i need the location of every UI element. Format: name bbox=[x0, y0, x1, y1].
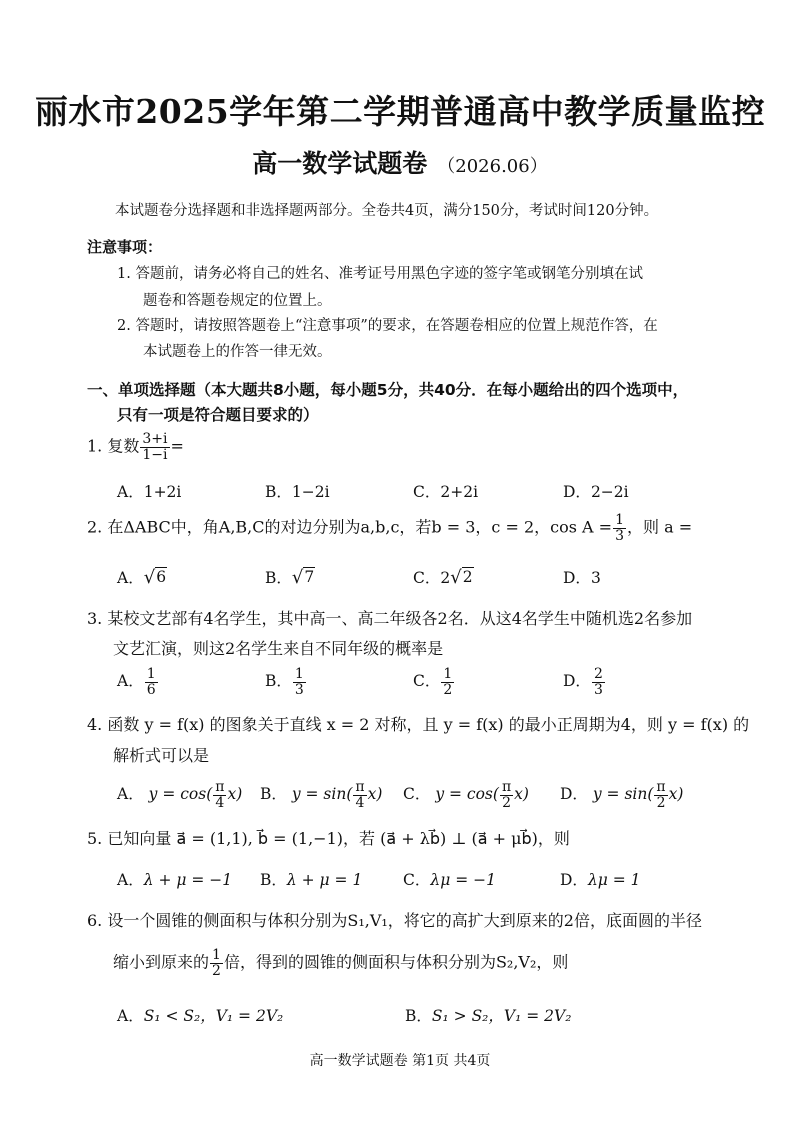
option-function: y = sin( bbox=[291, 785, 353, 804]
question-text: 某校文艺部有4名学生，其中高一、高二年级各2名．从这4名学生中随机选2名参加 bbox=[107, 609, 693, 628]
option-label: D． bbox=[563, 569, 591, 587]
option-label: D． bbox=[563, 483, 591, 501]
page-footer: 高一数学试题卷 第1页 共4页 bbox=[309, 1053, 491, 1069]
fraction bbox=[145, 667, 158, 697]
option-function: y = sin( bbox=[592, 785, 654, 804]
option-label: A． bbox=[117, 785, 144, 804]
question-3-option-b[interactable] bbox=[265, 667, 307, 697]
option-coefficient: 2 bbox=[440, 569, 451, 587]
question-6-stem-line-2 bbox=[113, 948, 568, 978]
option-label: C． bbox=[413, 483, 441, 501]
question-text: 已知向量 a⃗ = (1,1), b⃗ = (1,−1)，若 (a⃗ + λb⃗) ⊥ (a⃗ + μb⃗)，则 bbox=[107, 829, 570, 848]
option-text: 2−2i bbox=[590, 483, 629, 501]
fraction-denominator: 4 bbox=[215, 794, 225, 811]
sqrt-expression: √ 2 bbox=[450, 567, 473, 588]
option-label: C． bbox=[403, 871, 431, 889]
option-function: y = cos( bbox=[435, 785, 499, 804]
option-text: 2+2i bbox=[440, 483, 479, 501]
option-label: B． bbox=[265, 672, 292, 691]
fraction bbox=[293, 667, 306, 697]
fraction-numerator: 3+i bbox=[142, 431, 168, 447]
question-text: 复数 bbox=[107, 436, 140, 456]
fraction bbox=[592, 667, 605, 697]
option-text: S₁ < S₂，V₁ = 2V₂ bbox=[143, 1007, 284, 1025]
option-function: y = cos( bbox=[148, 785, 213, 804]
question-5-stem bbox=[87, 826, 570, 849]
question-1-stem bbox=[87, 432, 184, 462]
fraction-numerator: π bbox=[355, 779, 365, 795]
option-label: C． bbox=[413, 569, 441, 587]
option-text: 7 bbox=[304, 568, 315, 586]
exam-subtitle bbox=[0, 144, 800, 180]
fraction bbox=[613, 513, 626, 543]
option-label: B． bbox=[260, 871, 287, 889]
option-text: λ + μ = 1 bbox=[286, 871, 363, 889]
fraction-denominator: 2 bbox=[502, 794, 511, 811]
note-text: 答题时，请按照答题卷上“注意事项”的要求，在答题卷相应的位置上规范作答，在 bbox=[135, 318, 658, 334]
question-text: 倍，得到的圆锥的侧面积与体积分别为S₂,V₂，则 bbox=[223, 952, 569, 972]
option-text: 1−2i bbox=[291, 483, 330, 501]
option-label: D． bbox=[560, 871, 588, 889]
question-3-stem-line-2: 文艺汇演，则这2名学生来自不同年级的概率是 bbox=[113, 639, 444, 658]
option-label: B． bbox=[265, 569, 292, 587]
option-label: B． bbox=[405, 1007, 432, 1025]
section-heading-line-2: 只有一项是符合题目要求的） bbox=[117, 406, 319, 424]
option-label: D． bbox=[560, 785, 588, 804]
question-1-option-a[interactable] bbox=[117, 480, 181, 502]
fraction-numerator: 1 bbox=[212, 947, 221, 963]
fraction-denominator: 2 bbox=[212, 962, 221, 979]
option-label: C． bbox=[403, 785, 431, 804]
option-text: 6 bbox=[156, 568, 167, 586]
fraction bbox=[353, 780, 366, 810]
option-label: A． bbox=[117, 1007, 144, 1025]
note-2-line-1 bbox=[117, 314, 658, 335]
fraction bbox=[140, 432, 169, 462]
question-5-option-d[interactable] bbox=[560, 868, 641, 890]
fraction-denominator: 6 bbox=[146, 681, 156, 698]
question-2-stem bbox=[87, 513, 692, 543]
fraction-denominator: 2 bbox=[443, 681, 453, 698]
fraction bbox=[441, 667, 454, 697]
fraction-numerator: π bbox=[215, 779, 225, 795]
question-5-option-a[interactable] bbox=[117, 868, 232, 890]
fraction-numerator: π bbox=[656, 779, 666, 795]
fraction-denominator: 3 bbox=[615, 527, 624, 544]
option-text: 1+2i bbox=[143, 483, 182, 501]
fraction bbox=[654, 780, 667, 810]
exam-title: 丽水市2025学年第二学期普通高中教学质量监控 bbox=[34, 92, 766, 131]
fraction-denominator: 4 bbox=[355, 794, 365, 811]
question-6-option-a[interactable] bbox=[117, 1004, 283, 1026]
option-function-tail: x) bbox=[514, 785, 529, 804]
question-1-option-c[interactable] bbox=[413, 480, 478, 502]
question-number: 2. bbox=[87, 517, 103, 537]
fraction bbox=[210, 948, 223, 978]
option-label: A． bbox=[117, 483, 144, 501]
fraction-denominator: 2 bbox=[656, 794, 666, 811]
fraction-numerator: 1 bbox=[615, 512, 624, 528]
question-4-option-d[interactable] bbox=[560, 780, 683, 810]
option-text: λμ = −1 bbox=[430, 871, 496, 889]
option-label: A． bbox=[117, 569, 144, 587]
question-2-option-d[interactable] bbox=[563, 566, 601, 588]
question-3-option-c[interactable] bbox=[413, 667, 455, 697]
question-4-option-b[interactable] bbox=[260, 780, 382, 810]
sqrt-expression: √ 6 bbox=[143, 567, 167, 588]
question-text: 缩小到原来的 bbox=[113, 952, 210, 972]
question-1-option-d[interactable] bbox=[563, 480, 629, 502]
question-3-option-a[interactable] bbox=[117, 667, 159, 697]
question-4-stem-line-1 bbox=[87, 712, 749, 735]
question-5-option-b[interactable] bbox=[260, 868, 362, 890]
question-text: 在ΔABC中，角A,B,C的对边分别为a,b,c，若b = 3，c = 2，cos A = bbox=[107, 517, 613, 537]
fraction-numerator: 2 bbox=[593, 666, 603, 682]
question-4-option-a[interactable] bbox=[117, 780, 242, 810]
note-text: 答题前，请务必将自己的姓名、准考证号用黑色字迹的签字笔或钢笔分别填在试 bbox=[135, 266, 643, 282]
sqrt-expression: √ 7 bbox=[291, 567, 315, 588]
question-number: 5. bbox=[87, 829, 103, 848]
option-label: A． bbox=[117, 672, 144, 691]
option-text: 2 bbox=[462, 568, 473, 586]
question-text: 函数 y = f(x) 的图象关于直线 x = 2 对称，且 y = f(x) 的最小正周期为4，则 y = f(x) 的 bbox=[107, 715, 750, 734]
fraction-numerator: 1 bbox=[294, 666, 304, 682]
question-text: 设一个圆锥的侧面积与体积分别为S₁,V₁，将它的高扩大到原来的2倍，底面圆的半径 bbox=[107, 911, 702, 930]
question-4-option-c[interactable] bbox=[403, 780, 529, 810]
question-1-option-b[interactable] bbox=[265, 480, 330, 502]
exam-date: （2026.06） bbox=[437, 156, 548, 177]
fraction-denominator: 1−i bbox=[142, 446, 168, 463]
option-function-tail: x) bbox=[367, 785, 383, 804]
fraction-numerator: 1 bbox=[443, 666, 453, 682]
option-text: λμ = 1 bbox=[587, 871, 641, 889]
fraction-numerator: π bbox=[501, 779, 512, 795]
question-text: = bbox=[170, 436, 184, 456]
option-text: 3 bbox=[590, 569, 601, 587]
question-2-option-b[interactable] bbox=[265, 566, 315, 588]
question-5-option-c[interactable] bbox=[403, 868, 496, 890]
question-number: 3. bbox=[87, 609, 103, 628]
subject-title: 高一数学试题卷 bbox=[252, 149, 428, 178]
question-2-option-a[interactable] bbox=[117, 566, 167, 588]
option-label: B． bbox=[260, 785, 287, 804]
notes-heading: 注意事项： bbox=[87, 238, 163, 256]
note-number: 1. bbox=[117, 266, 131, 282]
question-6-stem-line-1 bbox=[87, 908, 702, 931]
section-heading-line-1: 一、单项选择题（本大题共8小题，每小题5分，共40分．在每小题给出的四个选项中， bbox=[87, 381, 689, 399]
fraction bbox=[500, 780, 513, 810]
note-1-line-1 bbox=[117, 262, 643, 283]
option-text: λ + μ = −1 bbox=[143, 871, 233, 889]
question-text: ，则 a = bbox=[627, 517, 693, 537]
option-function-tail: x) bbox=[227, 785, 243, 804]
question-3-stem-line-1 bbox=[87, 606, 692, 629]
question-4-stem-line-2: 解析式可以是 bbox=[113, 746, 210, 765]
fraction-denominator: 3 bbox=[593, 681, 603, 698]
fraction bbox=[213, 780, 226, 810]
question-number: 1. bbox=[87, 436, 103, 456]
question-6-option-b[interactable] bbox=[405, 1004, 571, 1026]
question-2-option-c[interactable] bbox=[413, 566, 474, 588]
option-function-tail: x) bbox=[668, 785, 684, 804]
note-number: 2. bbox=[117, 318, 131, 334]
option-label: A． bbox=[117, 871, 144, 889]
question-number: 4. bbox=[87, 715, 103, 734]
fraction-numerator: 1 bbox=[146, 666, 156, 682]
question-3-option-d[interactable] bbox=[563, 667, 606, 697]
option-text: S₁ > S₂，V₁ = 2V₂ bbox=[431, 1007, 572, 1025]
note-2-line-2: 本试题卷上的作答一律无效。 bbox=[143, 344, 332, 360]
intro-text: 本试题卷分选择题和非选择题两部分。全卷共4页，满分150分，考试时间120分钟。 bbox=[115, 203, 659, 219]
option-label: C． bbox=[413, 672, 441, 691]
question-number: 6. bbox=[87, 911, 103, 930]
option-label: D． bbox=[563, 672, 591, 691]
option-label: B． bbox=[265, 483, 292, 501]
note-1-line-2: 题卷和答题卷规定的位置上。 bbox=[143, 293, 332, 309]
fraction-denominator: 3 bbox=[294, 681, 304, 698]
